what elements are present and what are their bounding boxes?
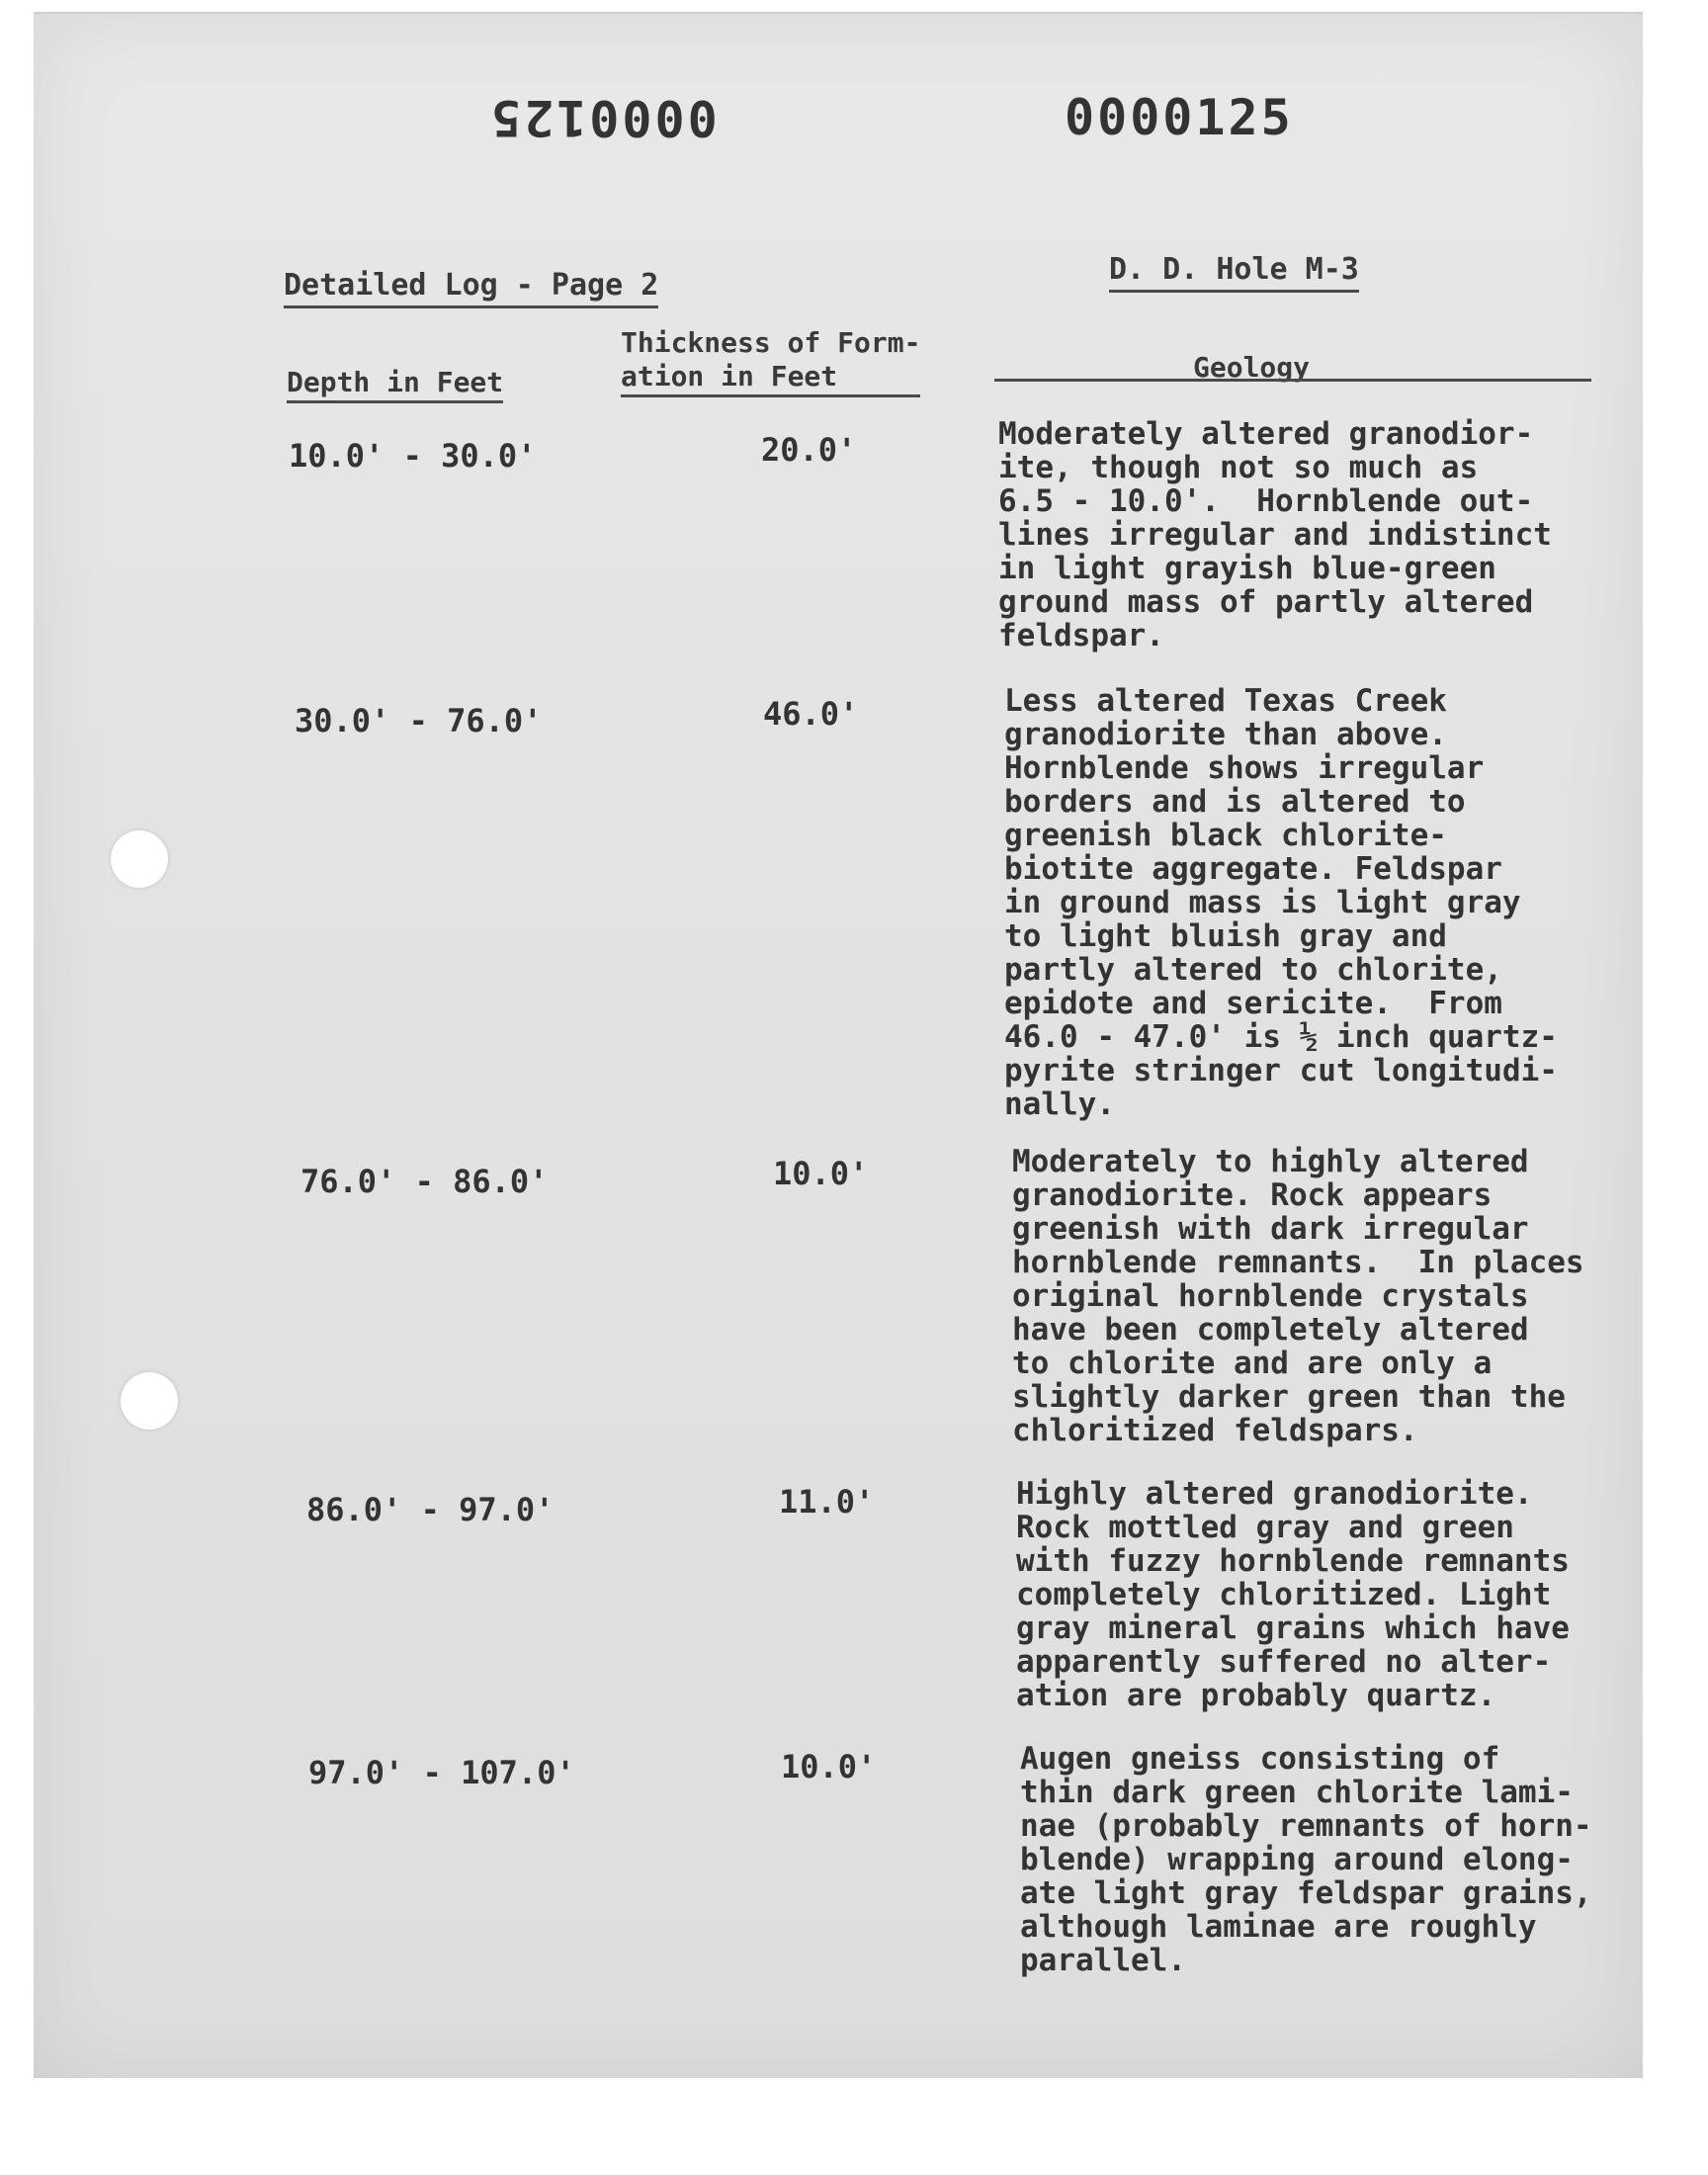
column-header-depth-text: Depth in Feet <box>287 366 503 403</box>
punch-hole <box>111 830 168 888</box>
geology-description: Less altered Texas Creek granodiorite than above. Hornblende shows irregular borders and is altered to greenish black chlorite- biotite aggregate. Feldspar in ground mass is light gray to light bluish gray and partly altered to chlorite, epidote and sericite. From 46.0 - 47.0' is ½ inch quartz- pyrite stringer cut longitudi- nally. <box>1004 683 1558 1122</box>
page-stamp-inverted: 0000125 <box>488 89 718 146</box>
column-header-thickness <box>621 326 920 397</box>
geology-header-rule <box>994 379 1591 382</box>
thickness-value: 10.0' <box>773 1155 869 1192</box>
column-header-thickness-line2: ation in Feet <box>621 360 920 398</box>
thickness-value: 11.0' <box>779 1483 875 1521</box>
log-title: Detailed Log - Page 2 <box>284 269 658 308</box>
geology-description: Moderately to highly altered granodiorite. Rock appears greenish with dark irregular hornblende remnants. In places original hornblende crystals have been completely altered to chlorite and are only a slightly darker green than the chloritized feldspars. <box>1012 1144 1584 1448</box>
column-header-thickness-line1: Thickness of Form- <box>621 326 921 359</box>
punch-hole <box>121 1372 178 1430</box>
page-stamp: 0000125 <box>1065 89 1294 146</box>
depth-range: 10.0' - 30.0' <box>289 437 537 475</box>
geology-description: Augen gneiss consisting of thin dark green chlorite lami- nae (probably remnants of horn- blende) wrapping around elong- ate light gray feldspar grains, although laminae are roughly parallel. <box>1020 1741 1592 1978</box>
geology-description: Highly altered granodiorite. Rock mottled gray and green with fuzzy hornblende remnants completely chloritized. Light gray mineral grains which have apparently suffered no alter- ation are probably quartz. <box>1016 1476 1570 1713</box>
depth-range: 97.0' - 107.0' <box>308 1754 575 1791</box>
depth-range: 76.0' - 86.0' <box>300 1163 549 1200</box>
geology-description: Moderately altered granodior- ite, though not so much as 6.5 - 10.0'. Hornblende out- lines irregular and indistinct in light grayish blue-green ground mass of partly altered feldspar. <box>998 416 1552 653</box>
hole-id: D. D. Hole M-3 <box>1109 253 1359 293</box>
thickness-value: 46.0' <box>763 695 859 733</box>
column-header-geology: Geology <box>1193 351 1311 384</box>
thickness-value: 20.0' <box>761 431 857 469</box>
depth-range: 86.0' - 97.0' <box>306 1491 555 1528</box>
column-header-depth <box>287 366 503 399</box>
thickness-value: 10.0' <box>781 1748 877 1785</box>
depth-range: 30.0' - 76.0' <box>295 702 543 740</box>
